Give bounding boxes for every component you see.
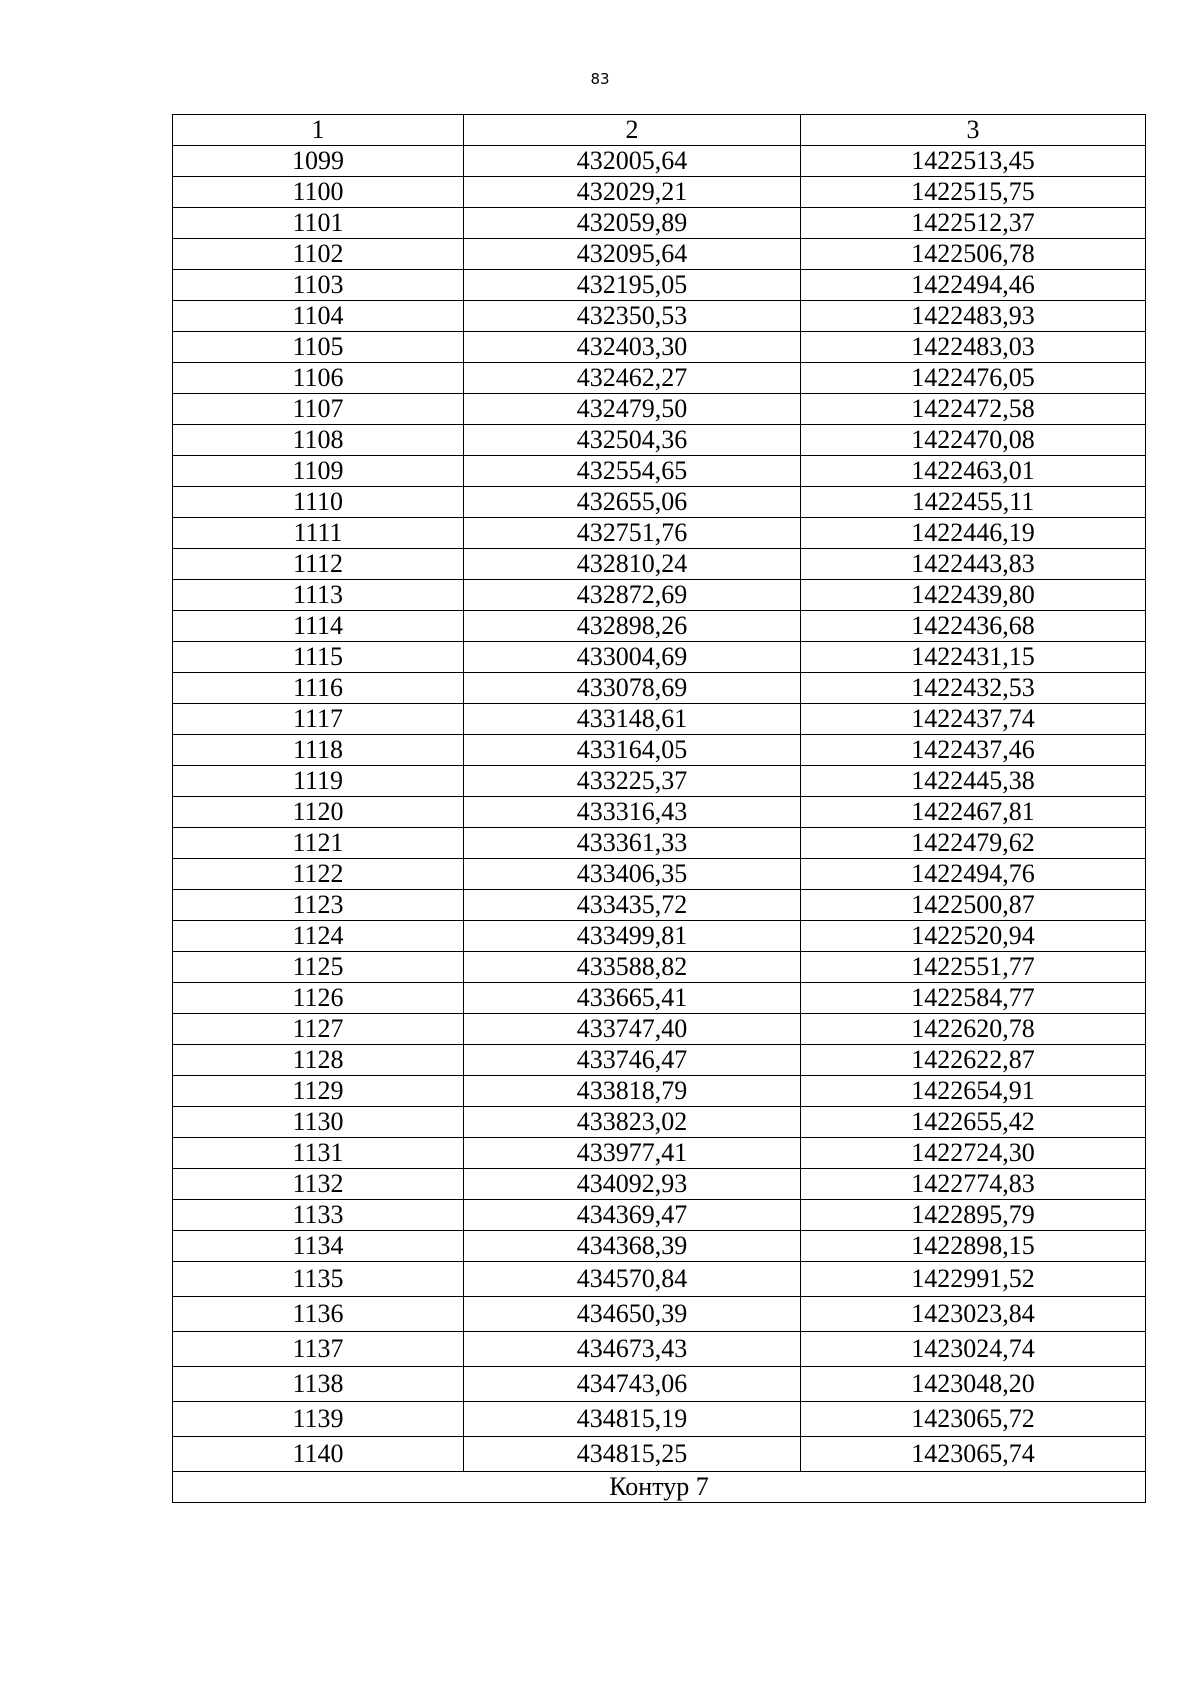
point-number-cell: 1115 xyxy=(173,642,464,673)
point-number-cell: 1129 xyxy=(173,1076,464,1107)
table-row xyxy=(173,859,1146,890)
x-coordinate-cell: 432029,21 xyxy=(464,177,801,208)
point-number-cell: 1130 xyxy=(173,1107,464,1138)
x-coordinate-cell: 432095,64 xyxy=(464,239,801,270)
x-coordinate-cell: 432350,53 xyxy=(464,301,801,332)
point-number-cell: 1112 xyxy=(173,549,464,580)
table-header-row xyxy=(173,115,1146,146)
table-row xyxy=(173,1169,1146,1200)
y-coordinate-cell: 1422724,30 xyxy=(801,1138,1146,1169)
point-number-cell: 1124 xyxy=(173,921,464,952)
y-coordinate-cell: 1423065,72 xyxy=(801,1402,1146,1437)
table-row xyxy=(173,177,1146,208)
table-row xyxy=(173,1107,1146,1138)
x-coordinate-cell: 432403,30 xyxy=(464,332,801,363)
point-number-cell: 1104 xyxy=(173,301,464,332)
y-coordinate-cell: 1422513,45 xyxy=(801,146,1146,177)
table-body xyxy=(173,146,1146,1472)
point-number-cell: 1102 xyxy=(173,239,464,270)
table-row xyxy=(173,797,1146,828)
point-number-cell: 1128 xyxy=(173,1045,464,1076)
point-number-cell: 1139 xyxy=(173,1402,464,1437)
table-row xyxy=(173,425,1146,456)
table-row xyxy=(173,456,1146,487)
y-coordinate-cell: 1422512,37 xyxy=(801,208,1146,239)
table-row xyxy=(173,332,1146,363)
y-coordinate-cell: 1422654,91 xyxy=(801,1076,1146,1107)
table-row xyxy=(173,766,1146,797)
table-row xyxy=(173,270,1146,301)
x-coordinate-cell: 433823,02 xyxy=(464,1107,801,1138)
x-coordinate-cell: 433747,40 xyxy=(464,1014,801,1045)
y-coordinate-cell: 1422437,74 xyxy=(801,704,1146,735)
x-coordinate-cell: 433225,37 xyxy=(464,766,801,797)
x-coordinate-cell: 434570,84 xyxy=(464,1262,801,1297)
table-row xyxy=(173,1138,1146,1169)
x-coordinate-cell: 432655,06 xyxy=(464,487,801,518)
point-number-cell: 1120 xyxy=(173,797,464,828)
point-number-cell: 1135 xyxy=(173,1262,464,1297)
y-coordinate-cell: 1423023,84 xyxy=(801,1297,1146,1332)
table-row xyxy=(173,1045,1146,1076)
x-coordinate-cell: 432059,89 xyxy=(464,208,801,239)
table-row xyxy=(173,208,1146,239)
x-coordinate-cell: 432554,65 xyxy=(464,456,801,487)
point-number-cell: 1106 xyxy=(173,363,464,394)
table-row xyxy=(173,518,1146,549)
y-coordinate-cell: 1422520,94 xyxy=(801,921,1146,952)
y-coordinate-cell: 1422446,19 xyxy=(801,518,1146,549)
table-row xyxy=(173,1231,1146,1262)
table-row xyxy=(173,1437,1146,1472)
table-row xyxy=(173,921,1146,952)
y-coordinate-cell: 1422431,15 xyxy=(801,642,1146,673)
y-coordinate-cell: 1422774,83 xyxy=(801,1169,1146,1200)
x-coordinate-cell: 432005,64 xyxy=(464,146,801,177)
y-coordinate-cell: 1422500,87 xyxy=(801,890,1146,921)
x-coordinate-cell: 434815,19 xyxy=(464,1402,801,1437)
table-row xyxy=(173,673,1146,704)
x-coordinate-cell: 433406,35 xyxy=(464,859,801,890)
y-coordinate-cell: 1422895,79 xyxy=(801,1200,1146,1231)
x-coordinate-cell: 433665,41 xyxy=(464,983,801,1014)
point-number-cell: 1126 xyxy=(173,983,464,1014)
point-number-cell: 1132 xyxy=(173,1169,464,1200)
point-number-cell: 1140 xyxy=(173,1437,464,1472)
page-number: 83 xyxy=(590,70,610,88)
table-row xyxy=(173,983,1146,1014)
x-coordinate-cell: 433588,82 xyxy=(464,952,801,983)
point-number-cell: 1113 xyxy=(173,580,464,611)
y-coordinate-cell: 1422620,78 xyxy=(801,1014,1146,1045)
x-coordinate-cell: 433977,41 xyxy=(464,1138,801,1169)
x-coordinate-cell: 432872,69 xyxy=(464,580,801,611)
point-number-cell: 1133 xyxy=(173,1200,464,1231)
point-number-cell: 1125 xyxy=(173,952,464,983)
point-number-cell: 1101 xyxy=(173,208,464,239)
table-row xyxy=(173,394,1146,425)
y-coordinate-cell: 1422476,05 xyxy=(801,363,1146,394)
table-row xyxy=(173,239,1146,270)
x-coordinate-cell: 433818,79 xyxy=(464,1076,801,1107)
table-row xyxy=(173,146,1146,177)
x-coordinate-cell: 434650,39 xyxy=(464,1297,801,1332)
point-number-cell: 1099 xyxy=(173,146,464,177)
x-coordinate-cell: 432898,26 xyxy=(464,611,801,642)
y-coordinate-cell: 1422470,08 xyxy=(801,425,1146,456)
point-number-cell: 1103 xyxy=(173,270,464,301)
y-coordinate-cell: 1422455,11 xyxy=(801,487,1146,518)
y-coordinate-cell: 1422655,42 xyxy=(801,1107,1146,1138)
point-number-cell: 1118 xyxy=(173,735,464,766)
x-coordinate-cell: 433746,47 xyxy=(464,1045,801,1076)
y-coordinate-cell: 1422494,46 xyxy=(801,270,1146,301)
table-row xyxy=(173,1367,1146,1402)
table-row xyxy=(173,1262,1146,1297)
point-number-cell: 1100 xyxy=(173,177,464,208)
point-number-cell: 1136 xyxy=(173,1297,464,1332)
y-coordinate-cell: 1423065,74 xyxy=(801,1437,1146,1472)
y-coordinate-cell: 1422515,75 xyxy=(801,177,1146,208)
x-coordinate-cell: 433078,69 xyxy=(464,673,801,704)
point-number-cell: 1131 xyxy=(173,1138,464,1169)
table-row xyxy=(173,1200,1146,1231)
point-number-cell: 1105 xyxy=(173,332,464,363)
table-row xyxy=(173,363,1146,394)
x-coordinate-cell: 434673,43 xyxy=(464,1332,801,1367)
column-header-point: 1 xyxy=(173,115,464,146)
y-coordinate-cell: 1422437,46 xyxy=(801,735,1146,766)
y-coordinate-cell: 1422483,93 xyxy=(801,301,1146,332)
coordinates-table xyxy=(172,114,1146,1503)
y-coordinate-cell: 1422445,38 xyxy=(801,766,1146,797)
y-coordinate-cell: 1422439,80 xyxy=(801,580,1146,611)
x-coordinate-cell: 432504,36 xyxy=(464,425,801,456)
point-number-cell: 1111 xyxy=(173,518,464,549)
x-coordinate-cell: 433435,72 xyxy=(464,890,801,921)
x-coordinate-cell: 432462,27 xyxy=(464,363,801,394)
y-coordinate-cell: 1422432,53 xyxy=(801,673,1146,704)
x-coordinate-cell: 433004,69 xyxy=(464,642,801,673)
y-coordinate-cell: 1422467,81 xyxy=(801,797,1146,828)
y-coordinate-cell: 1422551,77 xyxy=(801,952,1146,983)
table-row xyxy=(173,890,1146,921)
table-row xyxy=(173,1297,1146,1332)
table-row xyxy=(173,1014,1146,1045)
x-coordinate-cell: 433164,05 xyxy=(464,735,801,766)
table-footer-row xyxy=(173,1472,1146,1503)
table-row xyxy=(173,1332,1146,1367)
y-coordinate-cell: 1422479,62 xyxy=(801,828,1146,859)
point-number-cell: 1127 xyxy=(173,1014,464,1045)
point-number-cell: 1121 xyxy=(173,828,464,859)
y-coordinate-cell: 1422472,58 xyxy=(801,394,1146,425)
contour-label: Контур 7 xyxy=(173,1472,1146,1503)
x-coordinate-cell: 433361,33 xyxy=(464,828,801,859)
point-number-cell: 1134 xyxy=(173,1231,464,1262)
point-number-cell: 1117 xyxy=(173,704,464,735)
table-row xyxy=(173,1076,1146,1107)
x-coordinate-cell: 432479,50 xyxy=(464,394,801,425)
y-coordinate-cell: 1422898,15 xyxy=(801,1231,1146,1262)
table-row xyxy=(173,642,1146,673)
x-coordinate-cell: 434815,25 xyxy=(464,1437,801,1472)
point-number-cell: 1119 xyxy=(173,766,464,797)
x-coordinate-cell: 433316,43 xyxy=(464,797,801,828)
x-coordinate-cell: 432195,05 xyxy=(464,270,801,301)
point-number-cell: 1116 xyxy=(173,673,464,704)
point-number-cell: 1138 xyxy=(173,1367,464,1402)
x-coordinate-cell: 434369,47 xyxy=(464,1200,801,1231)
point-number-cell: 1114 xyxy=(173,611,464,642)
point-number-cell: 1108 xyxy=(173,425,464,456)
x-coordinate-cell: 434743,06 xyxy=(464,1367,801,1402)
point-number-cell: 1107 xyxy=(173,394,464,425)
table-row xyxy=(173,952,1146,983)
y-coordinate-cell: 1422443,83 xyxy=(801,549,1146,580)
y-coordinate-cell: 1423024,74 xyxy=(801,1332,1146,1367)
table-row xyxy=(173,735,1146,766)
point-number-cell: 1109 xyxy=(173,456,464,487)
y-coordinate-cell: 1423048,20 xyxy=(801,1367,1146,1402)
x-coordinate-cell: 434368,39 xyxy=(464,1231,801,1262)
table-row xyxy=(173,301,1146,332)
point-number-cell: 1110 xyxy=(173,487,464,518)
point-number-cell: 1122 xyxy=(173,859,464,890)
y-coordinate-cell: 1422463,01 xyxy=(801,456,1146,487)
x-coordinate-cell: 432751,76 xyxy=(464,518,801,549)
y-coordinate-cell: 1422494,76 xyxy=(801,859,1146,890)
column-header-x: 2 xyxy=(464,115,801,146)
table-row xyxy=(173,487,1146,518)
x-coordinate-cell: 432810,24 xyxy=(464,549,801,580)
x-coordinate-cell: 433148,61 xyxy=(464,704,801,735)
table-row xyxy=(173,704,1146,735)
y-coordinate-cell: 1422436,68 xyxy=(801,611,1146,642)
table-row xyxy=(173,549,1146,580)
x-coordinate-cell: 434092,93 xyxy=(464,1169,801,1200)
table-row xyxy=(173,611,1146,642)
table-row xyxy=(173,828,1146,859)
table-row xyxy=(173,580,1146,611)
y-coordinate-cell: 1422584,77 xyxy=(801,983,1146,1014)
y-coordinate-cell: 1422622,87 xyxy=(801,1045,1146,1076)
y-coordinate-cell: 1422506,78 xyxy=(801,239,1146,270)
y-coordinate-cell: 1422991,52 xyxy=(801,1262,1146,1297)
x-coordinate-cell: 433499,81 xyxy=(464,921,801,952)
table-row xyxy=(173,1402,1146,1437)
y-coordinate-cell: 1422483,03 xyxy=(801,332,1146,363)
point-number-cell: 1137 xyxy=(173,1332,464,1367)
column-header-y: 3 xyxy=(801,115,1146,146)
point-number-cell: 1123 xyxy=(173,890,464,921)
